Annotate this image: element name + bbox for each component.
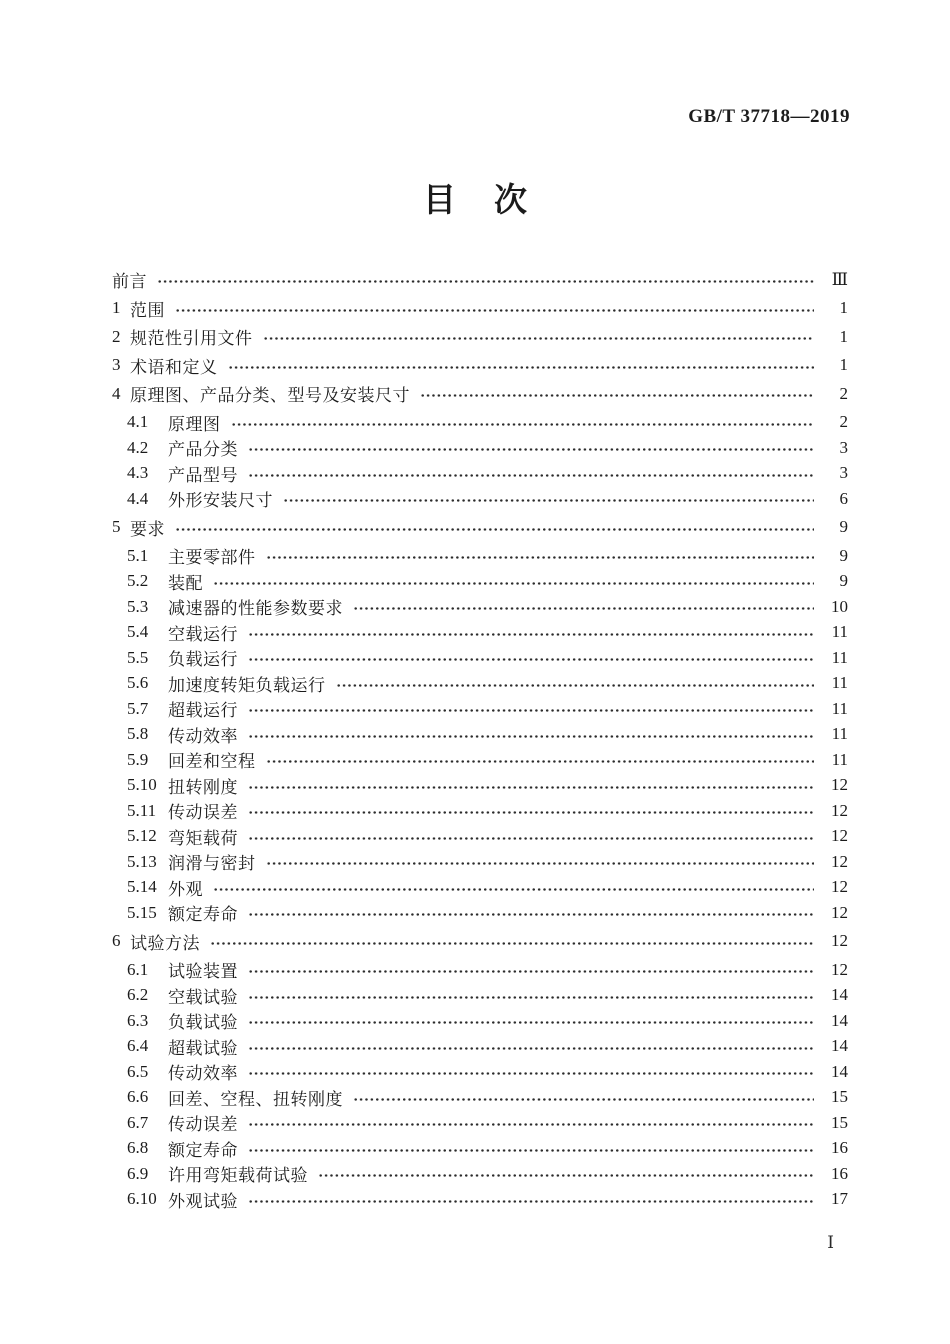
toc-entry-number: 5.1 xyxy=(127,545,149,565)
toc-entry-page: 17 xyxy=(831,1189,848,1209)
toc-entry-number: 6.7 xyxy=(127,1112,149,1132)
toc-entry-page: 1 xyxy=(839,326,848,346)
toc-row xyxy=(112,671,848,697)
toc-entry-number: 5.11 xyxy=(127,800,157,820)
dot-leader xyxy=(353,606,814,611)
dot-leader xyxy=(248,836,814,841)
dot-leader xyxy=(263,336,815,341)
toc-row xyxy=(112,900,848,926)
toc-row xyxy=(112,798,848,824)
toc-entry-label: 回差和空程 xyxy=(168,752,256,772)
toc-entry-number: 6.8 xyxy=(127,1138,149,1158)
toc-row xyxy=(112,594,848,620)
toc-entry-page: 14 xyxy=(831,1010,848,1030)
toc-entry-number: 5.3 xyxy=(127,596,149,616)
toc-row xyxy=(112,515,848,541)
toc-entry-number: 5.12 xyxy=(127,826,157,846)
toc-entry-label: 试验装置 xyxy=(168,962,238,982)
toc-row xyxy=(112,1059,848,1085)
toc-entry-number: 6.10 xyxy=(127,1189,157,1209)
toc-entry-label: 加速度转矩负载运行 xyxy=(168,675,326,695)
toc-entry-number: 5.13 xyxy=(127,851,157,871)
toc-entry-label: 术语和定义 xyxy=(130,357,218,377)
toc-entry-page: 15 xyxy=(831,1112,848,1132)
toc-entry-label: 扭转刚度 xyxy=(168,777,238,797)
toc-entry-page: 11 xyxy=(831,673,848,693)
toc-entry-number: 6.4 xyxy=(127,1036,149,1056)
toc-row xyxy=(112,645,848,671)
toc-entry-page: 3 xyxy=(839,463,848,483)
toc-entry-number: 4.3 xyxy=(127,463,149,483)
dot-leader xyxy=(248,1046,814,1051)
dot-leader xyxy=(231,422,815,427)
toc-entry-page: 11 xyxy=(831,647,848,667)
toc-entry-page: 12 xyxy=(831,800,848,820)
toc-entry-label: 主要零部件 xyxy=(168,548,256,568)
toc-entry-page: 9 xyxy=(839,545,848,565)
toc-entry-label: 额定寿命 xyxy=(168,1140,238,1160)
toc-row xyxy=(112,983,848,1009)
toc-entry-page: 1 xyxy=(839,355,848,375)
toc-entry-number: 5.4 xyxy=(127,622,149,642)
toc-list xyxy=(112,267,848,1212)
toc-entry-label: 试验方法 xyxy=(130,933,200,953)
toc-entry-label: 传动效率 xyxy=(168,1064,238,1084)
toc-row xyxy=(112,747,848,773)
toc-entry-page: 12 xyxy=(831,851,848,871)
toc-entry-number: 5.7 xyxy=(127,698,149,718)
toc-entry-page: 11 xyxy=(831,698,848,718)
toc-entry-page: 12 xyxy=(831,877,848,897)
dot-leader xyxy=(248,708,814,713)
toc-entry-number: 5.2 xyxy=(127,571,149,591)
toc-entry-label: 传动效率 xyxy=(168,726,238,746)
toc-row xyxy=(112,875,848,901)
dot-leader xyxy=(248,1020,814,1025)
dot-leader xyxy=(248,657,814,662)
toc-row xyxy=(112,543,848,569)
page-title: 目次 xyxy=(423,183,565,219)
toc-entry-page: 15 xyxy=(831,1087,848,1107)
dot-leader xyxy=(248,632,814,637)
toc-row xyxy=(112,1034,848,1060)
toc-entry-label: 润滑与密封 xyxy=(168,854,256,874)
toc-row xyxy=(112,435,848,461)
dot-leader xyxy=(228,365,815,370)
toc-entry-label: 减速器的性能参数要求 xyxy=(168,599,343,619)
toc-entry-number: 6.1 xyxy=(127,959,149,979)
dot-leader xyxy=(248,1148,814,1153)
toc-row xyxy=(112,957,848,983)
toc-row xyxy=(112,1085,848,1111)
toc-entry-number: 5.15 xyxy=(127,902,157,922)
toc-row xyxy=(112,296,848,322)
toc-row xyxy=(112,569,848,595)
toc-row xyxy=(112,1008,848,1034)
dot-leader xyxy=(266,861,815,866)
toc-entry-number: 2 xyxy=(112,326,121,346)
toc-entry-label: 空载运行 xyxy=(168,624,238,644)
dot-leader xyxy=(353,1097,814,1102)
toc-entry-label: 负载试验 xyxy=(168,1013,238,1033)
dot-leader xyxy=(318,1173,814,1178)
doc-number: GB/T 37718—2019 xyxy=(688,106,850,127)
dot-leader xyxy=(213,581,814,586)
toc-entry-label: 产品分类 xyxy=(168,440,238,460)
toc-row xyxy=(112,620,848,646)
toc-entry-page: 3 xyxy=(839,437,848,457)
toc-entry-page: 11 xyxy=(831,622,848,642)
toc-row xyxy=(112,1110,848,1136)
toc-entry-page: Ⅲ xyxy=(831,269,848,289)
dot-leader xyxy=(175,308,814,313)
toc-entry-page: 9 xyxy=(839,571,848,591)
dot-leader xyxy=(336,683,815,688)
toc-entry-page: 14 xyxy=(831,1061,848,1081)
toc-entry-number: 6.5 xyxy=(127,1061,149,1081)
toc-entry-page: 6 xyxy=(839,488,848,508)
toc-entry-label: 外观 xyxy=(168,879,203,899)
dot-leader xyxy=(248,969,814,974)
toc-row xyxy=(112,267,848,293)
toc-entry-number: 5.10 xyxy=(127,775,157,795)
toc-row xyxy=(112,773,848,799)
toc-entry-label: 原理图 xyxy=(168,414,221,434)
toc-entry-page: 11 xyxy=(831,749,848,769)
dot-leader xyxy=(248,912,814,917)
toc-entry-page: 12 xyxy=(831,902,848,922)
toc-entry-number: 4 xyxy=(112,383,121,403)
toc-entry-label: 外观试验 xyxy=(168,1191,238,1211)
toc-entry-label: 负载运行 xyxy=(168,650,238,670)
toc-entry-page: 16 xyxy=(831,1138,848,1158)
toc-entry-label: 装配 xyxy=(168,573,203,593)
toc-row xyxy=(112,1136,848,1162)
toc-entry-number: 4.1 xyxy=(127,412,149,432)
dot-leader xyxy=(213,887,814,892)
toc-entry-number: 5.5 xyxy=(127,647,149,667)
toc-row xyxy=(112,824,848,850)
toc-entry-label: 弯矩载荷 xyxy=(168,828,238,848)
toc-row xyxy=(112,410,848,436)
dot-leader xyxy=(266,759,815,764)
dot-leader xyxy=(248,1071,814,1076)
toc-entry-page: 12 xyxy=(831,931,848,951)
toc-entry-number: 6.6 xyxy=(127,1087,149,1107)
dot-leader xyxy=(248,1122,814,1127)
dot-leader xyxy=(248,995,814,1000)
toc-entry-page: 14 xyxy=(831,1036,848,1056)
toc-row xyxy=(112,486,848,512)
toc-row xyxy=(112,381,848,407)
footer-page-number: Ⅰ xyxy=(827,1233,834,1252)
toc-entry-number: 6.9 xyxy=(127,1163,149,1183)
dot-leader xyxy=(420,393,814,398)
toc-entry-number: 5.9 xyxy=(127,749,149,769)
toc-entry-label: 空载试验 xyxy=(168,987,238,1007)
toc-entry-page: 2 xyxy=(839,383,848,403)
toc-entry-page: 11 xyxy=(831,724,848,744)
toc-entry-label: 回差、空程、扭转刚度 xyxy=(168,1089,343,1109)
toc-entry-label: 传动误差 xyxy=(168,803,238,823)
dot-leader xyxy=(248,785,814,790)
toc-row xyxy=(112,722,848,748)
dot-leader xyxy=(248,1199,814,1204)
toc-row xyxy=(112,1187,848,1213)
toc-entry-label: 产品型号 xyxy=(168,465,238,485)
toc-entry-page: 9 xyxy=(839,517,848,537)
toc-entry-number: 5.14 xyxy=(127,877,157,897)
toc-entry-page: 12 xyxy=(831,826,848,846)
toc-entry-page: 14 xyxy=(831,985,848,1005)
toc-row xyxy=(112,353,848,379)
toc-row xyxy=(112,849,848,875)
toc-entry-number: 4.2 xyxy=(127,437,149,457)
toc-entry-number: 6 xyxy=(112,931,121,951)
dot-leader xyxy=(266,555,815,560)
toc-entry-label: 外形安装尺寸 xyxy=(168,491,273,511)
toc-entry-label: 范围 xyxy=(130,300,165,320)
toc-row xyxy=(112,1161,848,1187)
dot-leader xyxy=(248,473,814,478)
toc-entry-number: 5.6 xyxy=(127,673,149,693)
toc-entry-page: 12 xyxy=(831,775,848,795)
toc-entry-page: 10 xyxy=(831,596,848,616)
toc-row xyxy=(112,461,848,487)
toc-row xyxy=(112,929,848,955)
toc-entry-number: 5 xyxy=(112,517,121,537)
dot-leader xyxy=(248,734,814,739)
toc-row xyxy=(112,696,848,722)
toc-entry-label: 规范性引用文件 xyxy=(130,329,253,349)
toc-entry-label: 前言 xyxy=(112,272,147,292)
toc-entry-page: 16 xyxy=(831,1163,848,1183)
toc-entry-label: 超载运行 xyxy=(168,701,238,721)
toc-entry-page: 2 xyxy=(839,412,848,432)
toc-entry-label: 额定寿命 xyxy=(168,905,238,925)
toc-entry-page: 12 xyxy=(831,959,848,979)
toc-entry-number: 6.3 xyxy=(127,1010,149,1030)
toc-entry-label: 许用弯矩载荷试验 xyxy=(168,1166,308,1186)
dot-leader xyxy=(210,941,814,946)
dot-leader xyxy=(248,810,814,815)
toc-entry-page: 1 xyxy=(839,298,848,318)
toc-entry-label: 超载试验 xyxy=(168,1038,238,1058)
dot-leader xyxy=(283,498,814,503)
toc-entry-label: 传动误差 xyxy=(168,1115,238,1135)
dot-leader xyxy=(157,279,814,284)
toc-entry-number: 6.2 xyxy=(127,985,149,1005)
dot-leader xyxy=(175,527,814,532)
dot-leader xyxy=(248,447,814,452)
toc-row xyxy=(112,324,848,350)
toc-entry-number: 4.4 xyxy=(127,488,149,508)
toc-entry-number: 1 xyxy=(112,298,121,318)
toc-entry-label: 原理图、产品分类、型号及安装尺寸 xyxy=(130,386,410,406)
toc-entry-number: 5.8 xyxy=(127,724,149,744)
toc-entry-label: 要求 xyxy=(130,519,165,539)
toc-entry-number: 3 xyxy=(112,355,121,375)
